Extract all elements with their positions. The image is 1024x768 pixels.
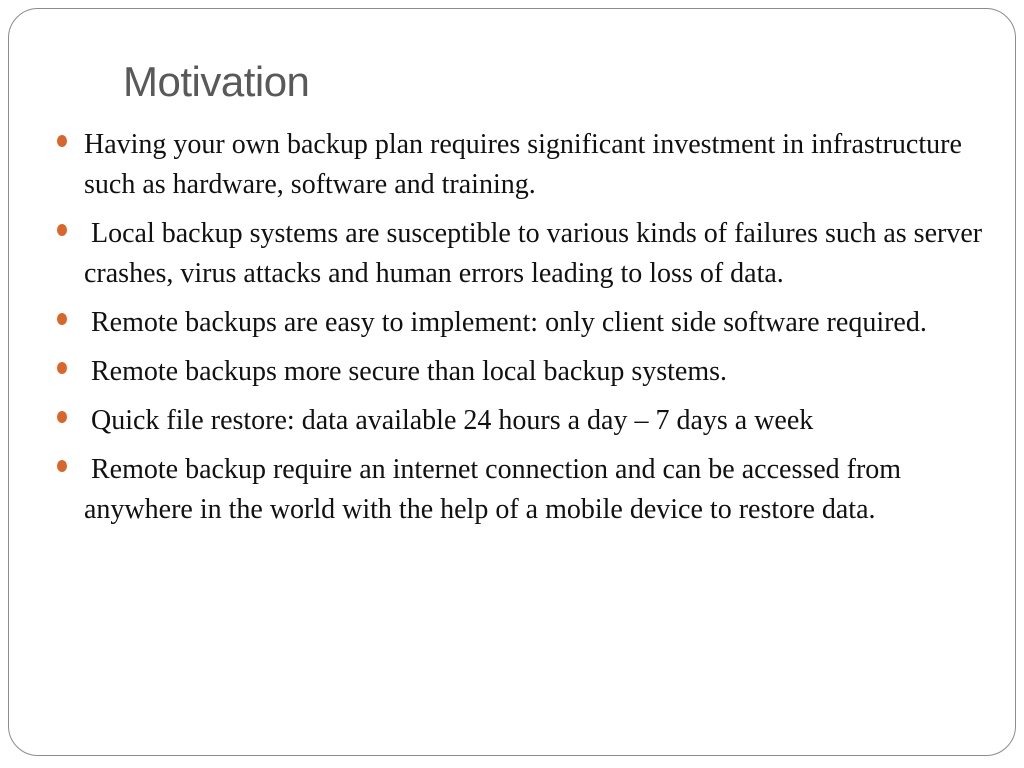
bullet-item [57, 214, 997, 294]
bullet-dot-icon [57, 224, 67, 236]
bullet-dot-icon [57, 362, 67, 374]
bullet-text: Local backup systems are susceptible to various kinds of failures such as server crashes, virus attacks and human errors leading to loss of data. [84, 218, 990, 289]
bullet-dot-icon [57, 411, 67, 423]
bullet-text: Remote backups are easy to implement: only client side software required. [84, 307, 927, 338]
bullet-item [57, 125, 997, 205]
bullet-text: Quick file restore: data available 24 hours a day – 7 days a week [84, 405, 814, 436]
bullet-item [57, 401, 997, 441]
slide-title: Motivation [123, 58, 310, 105]
bullet-item [57, 352, 997, 392]
slide-frame [8, 8, 1016, 756]
bullet-text: Remote backups more secure than local backup systems. [84, 356, 728, 387]
bullet-text: Remote backup require an internet connection and can be accessed from anywhere in the world with the help of a mobile device to restore data. [84, 454, 909, 525]
bullet-text: Having your own backup plan requires significant investment in infrastructure such as hardware, software and training. [84, 129, 962, 200]
bullet-item [57, 303, 997, 343]
bullet-item [57, 450, 997, 530]
bullet-dot-icon [57, 135, 67, 147]
bullet-dot-icon [57, 313, 67, 325]
bullet-dot-icon [57, 460, 67, 472]
bullet-list [57, 125, 997, 539]
